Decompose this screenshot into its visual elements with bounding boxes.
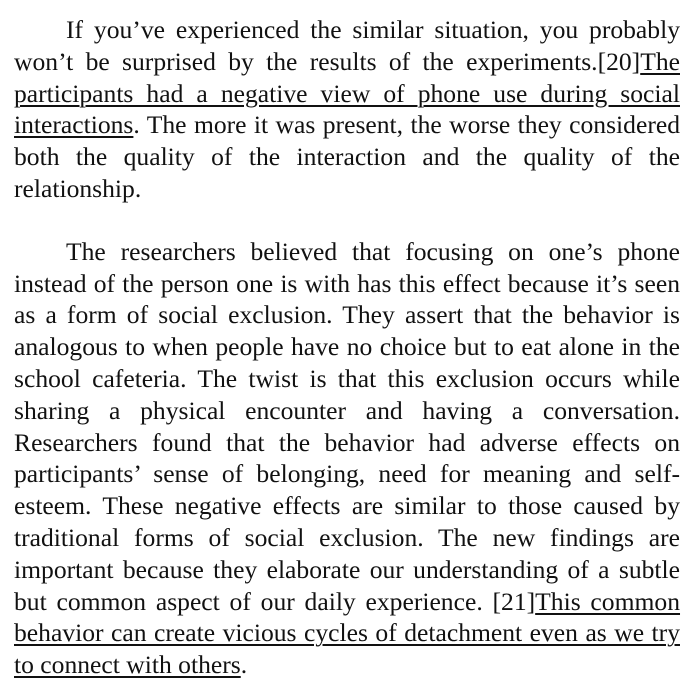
underlined-sentence-21: This common behavior can create vicious cycles of detachment even as we try to connect with others: [14, 586, 681, 680]
paragraph-2-text: The researchers believed that focusing on one’s phone instead of the person one is with has this effect because it’s seen as a form of social exclusion. They assert that the behavior is analogous to when people have no choice but to eat alone in the school cafeteria. The twist is that this exclusion occurs while sharing a physical encounter and having a conversation. Researchers found that the behavior had adverse effects on participants’ sense of belonging, need for meaning and self-esteem. These negative effects are similar to those caused by traditional forms of social exclusion. The new findings are important because they elaborate our understanding of a subtle but common aspect of our daily experience.: [14, 236, 680, 616]
question-marker-21: [21]: [492, 586, 536, 616]
underlined-sentence-20: The participants had a negative view of phone use during social interactions: [14, 46, 680, 140]
paragraph-1-ending: . The more it was present, the worse they considered both the quality of the interaction and the quality of the relationship.: [14, 110, 680, 203]
paragraph-2: [14, 236, 680, 681]
question-marker-20: [20]: [597, 46, 641, 76]
document-page: [14, 14, 680, 681]
paragraph-2-ending: .: [240, 650, 248, 680]
paragraph-1: [14, 14, 680, 205]
paragraph-1-text: If you’ve experienced the similar situation, you probably won’t be surprised by the results of the experiments.: [14, 15, 680, 76]
